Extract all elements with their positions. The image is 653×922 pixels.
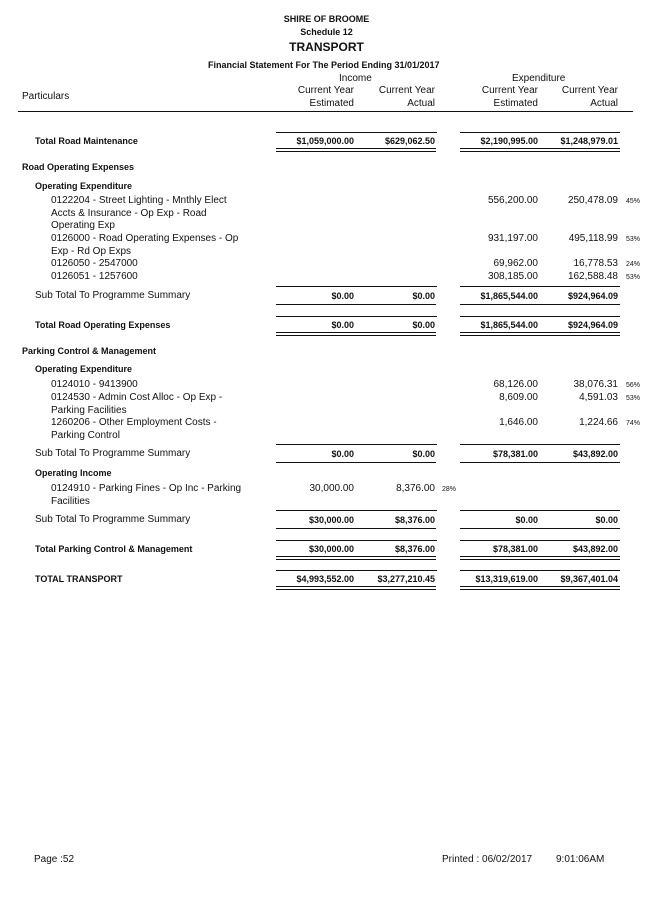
line-item-exp-est: 8,609.00: [499, 392, 538, 403]
total-parking-exp-est: $78,381.00: [492, 544, 538, 554]
total-road-operating-label: Total Road Operating Expenses: [35, 320, 171, 330]
line-item-exp-act: 4,591.03: [579, 392, 618, 403]
line-item-label: 0124530 - Admin Cost Alloc - Op Exp - Parking Facilities: [51, 392, 223, 416]
rule: [276, 132, 356, 133]
rule: [460, 556, 620, 560]
rule: [460, 570, 540, 571]
rule: [276, 304, 436, 305]
parking-subtotal2-inc-act: $8,376.00: [394, 515, 435, 525]
rule: [460, 286, 540, 287]
rule: [460, 528, 620, 529]
line-item-inc-est: 30,000.00: [309, 483, 354, 494]
expenditure-estimated-header: Estimated: [493, 98, 538, 109]
rule: [276, 510, 356, 511]
schedule-label: Schedule 12: [300, 27, 353, 37]
parking-subtotal-inc-est: $0.00: [331, 449, 354, 459]
rule: [276, 332, 436, 336]
expenditure-actual-header: Actual: [590, 98, 618, 109]
particulars-header: Particulars: [22, 91, 70, 102]
road-subtotal-label: Sub Total To Programme Summary: [35, 290, 191, 301]
rule: [276, 528, 436, 529]
total-road-maintenance-inc-est: $1,059,000.00: [296, 136, 354, 146]
line-item-exp-est: 68,126.00: [493, 379, 538, 390]
rule: [276, 462, 436, 463]
printed-date: Printed : 06/02/2017: [442, 854, 533, 865]
line-item-percent: 74%: [626, 420, 641, 427]
printed-time: 9:01:06AM: [556, 854, 605, 865]
total-transport-exp-est: $13,319,619.00: [475, 574, 538, 584]
income-actual-header-top: Current Year: [378, 85, 435, 96]
total-transport-exp-act: $9,367,401.04: [560, 574, 618, 584]
line-item-exp-act: 495,118.99: [568, 233, 618, 244]
line-item-percent: 53%: [626, 395, 641, 402]
rule: [460, 586, 620, 590]
rule: [540, 570, 620, 571]
header-rule: [18, 111, 633, 112]
road-subtotal-exp-act: $924,964.09: [567, 291, 618, 301]
rule: [276, 586, 436, 590]
income-estimated-header: Estimated: [309, 98, 354, 109]
expenditure-estimated-header-top: Current Year: [481, 85, 538, 96]
total-road-operating-exp-est: $1,865,544.00: [480, 320, 538, 330]
page-title: TRANSPORT: [289, 40, 364, 54]
rule: [356, 510, 437, 511]
total-parking-label: Total Parking Control & Management: [35, 544, 193, 554]
total-transport-inc-est: $4,993,552.00: [296, 574, 354, 584]
rule: [460, 148, 620, 152]
line-item-exp-act: 250,478.09: [567, 195, 618, 206]
parking-subtotal-label: Sub Total To Programme Summary: [35, 448, 191, 459]
page-number: Page :52: [34, 854, 75, 865]
line-item-label: 0124010 - 9413900: [51, 379, 138, 390]
rule: [356, 132, 437, 133]
rule: [460, 540, 540, 541]
line-item-percent: 24%: [626, 261, 641, 268]
parking-heading: Parking Control & Management: [22, 346, 157, 356]
parking-subtotal2-exp-est: $0.00: [515, 515, 538, 525]
road-subtotal-inc-est: $0.00: [331, 291, 354, 301]
rule: [460, 510, 540, 511]
line-item-percent: 45%: [626, 198, 641, 205]
rule: [356, 444, 437, 445]
parking-subtotal2-exp-act: $0.00: [595, 515, 618, 525]
line-item-exp-est: 931,197.00: [487, 233, 538, 244]
parking-inc-heading: Operating Income: [35, 468, 112, 478]
rule: [276, 570, 356, 571]
line-item-exp-act: 16,778.53: [573, 258, 618, 269]
rule: [356, 316, 437, 317]
income-group-header: Income: [339, 73, 372, 84]
line-item-exp-act: 162,588.48: [567, 271, 618, 282]
line-item-label: 0126051 - 1257600: [51, 271, 138, 282]
rule: [356, 570, 437, 571]
line-item-percent: 28%: [442, 486, 457, 493]
parking-subtotal2-inc-est: $30,000.00: [308, 515, 354, 525]
line-item-exp-est: 556,200.00: [487, 195, 538, 206]
total-road-maintenance-inc-act: $629,062.50: [384, 136, 435, 146]
rule: [276, 556, 436, 560]
parking-subtotal-exp-est: $78,381.00: [492, 449, 538, 459]
rule: [540, 286, 620, 287]
parking-exp-heading: Operating Expenditure: [35, 364, 133, 374]
total-transport-label: TOTAL TRANSPORT: [35, 574, 123, 584]
income-actual-header: Actual: [407, 98, 435, 109]
rule: [540, 540, 620, 541]
road-subtotal-exp-est: $1,865,544.00: [480, 291, 538, 301]
total-transport-inc-act: $3,277,210.45: [377, 574, 435, 584]
rule: [460, 462, 620, 463]
parking-subtotal-inc-act: $0.00: [412, 449, 435, 459]
total-parking-inc-act: $8,376.00: [394, 544, 435, 554]
expenditure-group-header: Expenditure: [512, 73, 566, 84]
income-estimated-header-top: Current Year: [297, 85, 354, 96]
rule: [540, 510, 620, 511]
line-item-percent: 53%: [626, 274, 641, 281]
line-item-label: 1260206 - Other Employment Costs - Parking Control: [51, 417, 217, 441]
rule: [276, 444, 356, 445]
total-road-maintenance-exp-est: $2,190,995.00: [480, 136, 538, 146]
road-operating-subheading: Operating Expenditure: [35, 181, 133, 191]
line-item-label: 0122204 - Street Lighting - Mnthly Elect Accts & Insurance - Op Exp - Road Operating Exp: [51, 195, 227, 231]
rule: [460, 316, 540, 317]
rule: [276, 286, 356, 287]
rule: [460, 304, 620, 305]
parking-subtotal2-label: Sub Total To Programme Summary: [35, 514, 191, 525]
rule: [540, 444, 620, 445]
road-operating-heading: Road Operating Expenses: [22, 162, 135, 172]
line-item-exp-act: 38,076.31: [573, 379, 618, 390]
line-item-label: 0124910 - Parking Fines - Op Inc - Parking Facilities: [51, 483, 242, 507]
parking-subtotal-exp-act: $43,892.00: [572, 449, 618, 459]
line-item-exp-est: 308,185.00: [487, 271, 538, 282]
rule: [540, 132, 620, 133]
line-item-inc-act: 8,376.00: [396, 483, 435, 494]
org-name: SHIRE OF BROOME: [283, 14, 370, 24]
total-road-maintenance-label: Total Road Maintenance: [35, 136, 138, 146]
line-item-percent: 56%: [626, 382, 641, 389]
total-road-operating-inc-act: $0.00: [412, 320, 435, 330]
line-item-exp-act: 1,224.66: [579, 417, 618, 428]
rule: [540, 316, 620, 317]
statement-title: Financial Statement For The Period Ending 31/01/2017: [208, 60, 440, 70]
total-road-operating-exp-act: $924,964.09: [567, 320, 618, 330]
expenditure-actual-header-top: Current Year: [561, 85, 618, 96]
line-item-exp-est: 69,962.00: [493, 258, 538, 269]
total-road-maintenance-exp-act: $1,248,979.01: [560, 136, 618, 146]
line-item-exp-est: 1,646.00: [499, 417, 538, 428]
total-road-operating-inc-est: $0.00: [331, 320, 354, 330]
line-item-percent: 53%: [626, 236, 641, 243]
rule: [356, 540, 437, 541]
rule: [460, 332, 620, 336]
rule: [276, 540, 356, 541]
rule: [276, 316, 356, 317]
rule: [460, 444, 540, 445]
total-parking-inc-est: $30,000.00: [308, 544, 354, 554]
rule: [276, 148, 436, 152]
rule: [356, 286, 437, 287]
line-item-label: 0126050 - 2547000: [51, 258, 138, 269]
road-subtotal-inc-act: $0.00: [412, 291, 435, 301]
rule: [460, 132, 540, 133]
line-item-label: 0126000 - Road Operating Expenses - Op Exp - Rd Op Exps: [51, 233, 239, 257]
total-parking-exp-act: $43,892.00: [572, 544, 618, 554]
